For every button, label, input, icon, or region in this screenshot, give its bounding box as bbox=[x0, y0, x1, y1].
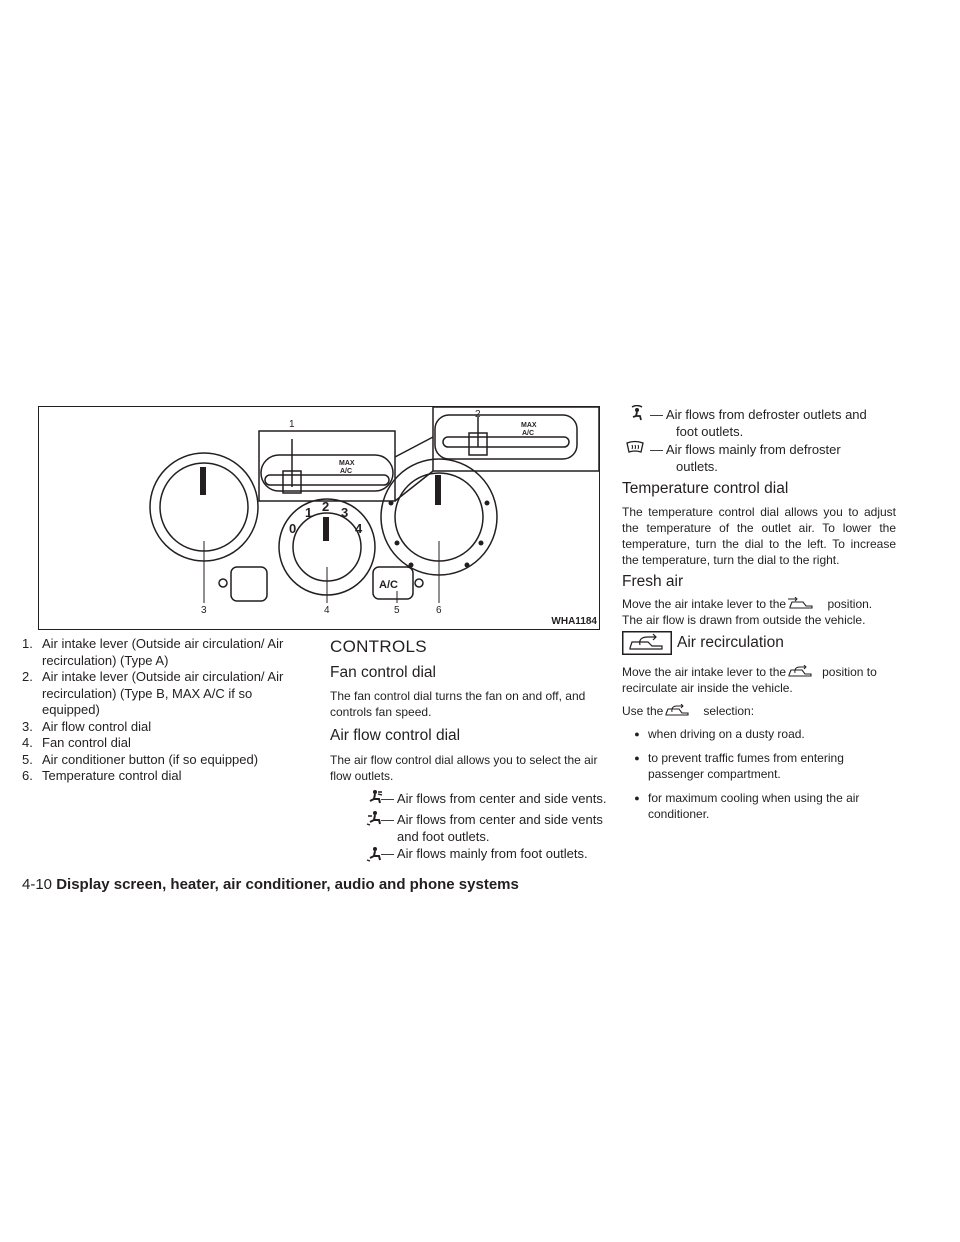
fresh-air-body: Move the air intake lever to the position. The air flow is drawn from outside the vehicle. bbox=[622, 597, 873, 627]
callout-6: 6 bbox=[436, 605, 442, 616]
temperature-dial-body: The temperature control dial allows you to adjust the temperature of the outlet air. To lower the temperature, turn the dial to the left. To increase the temperature, turn the dial to the right. bbox=[622, 505, 896, 567]
legend-item: 6. Temperature control dial bbox=[22, 768, 182, 783]
figure-code: WHA1184 bbox=[551, 616, 597, 627]
callout-4: 4 bbox=[324, 605, 330, 616]
recirculation-heading: Air recirculation bbox=[677, 634, 784, 651]
list-item: ● when driving on a dusty road. bbox=[634, 727, 805, 741]
max-label-b: MAX bbox=[521, 422, 537, 429]
legend-item: 4. Fan control dial bbox=[22, 735, 131, 750]
vent-mode-text: — Air flows from center and side vents. bbox=[381, 791, 607, 806]
temperature-dial-heading: Temperature control dial bbox=[622, 480, 789, 497]
fan-speed-3: 3 bbox=[341, 505, 349, 520]
recirculation-body: Move the air intake lever to the position to recirculate air inside the vehicle. bbox=[622, 665, 877, 695]
legend-item: 2. Air intake lever (Outside air circulation/ Air recirculation) (Type B, MAX A/C if so equipped) bbox=[22, 669, 284, 717]
defrost-mode-text: — Air flows mainly from defroster outlets. bbox=[650, 442, 841, 474]
airflow-dial-heading: Air flow control dial bbox=[330, 727, 461, 744]
hvac-panel-diagram bbox=[39, 407, 599, 629]
callout-5: 5 bbox=[394, 605, 400, 616]
ac-label-a: A/C bbox=[340, 468, 353, 475]
callout-2: 2 bbox=[475, 409, 481, 420]
page-number: 4-10 bbox=[22, 876, 53, 893]
bi-level-mode-text: — Air flows from center and side vents and foot outlets. bbox=[381, 812, 603, 844]
ac-button-label: A/C bbox=[379, 579, 398, 591]
foot-mode-text: — Air flows mainly from foot outlets. bbox=[381, 846, 588, 861]
ac-label-b: A/C bbox=[522, 430, 535, 437]
list-item: ● for maximum cooling when using the air conditioner. bbox=[634, 791, 860, 821]
fan-speed-4: 4 bbox=[355, 521, 363, 536]
recirc-selection-icon bbox=[663, 704, 693, 716]
legend-item: 3. Air flow control dial bbox=[22, 718, 152, 734]
fan-speed-0: 0 bbox=[289, 521, 297, 536]
air-recirculation-icon bbox=[622, 631, 672, 655]
fan-speed-2: 2 bbox=[322, 499, 330, 514]
fresh-air-icon bbox=[787, 597, 815, 609]
callout-1: 1 bbox=[289, 419, 295, 430]
callout-3: 3 bbox=[201, 605, 207, 616]
fan-dial-body: The fan control dial turns the fan on and off, and controls fan speed. bbox=[330, 689, 586, 719]
airflow-dial-body: The air flow control dial allows you to select the air flow outlets. bbox=[330, 753, 598, 783]
recirc-inline-icon bbox=[786, 665, 816, 677]
hvac-controls-figure bbox=[38, 406, 600, 630]
figure-legend bbox=[22, 636, 312, 785]
fresh-air-heading: Fresh air bbox=[622, 573, 684, 590]
foot-defrost-mode-text: — Air flows from defroster outlets and foot outlets. bbox=[650, 407, 867, 439]
controls-heading: CONTROLS bbox=[330, 637, 427, 656]
recirculation-bullets bbox=[626, 726, 898, 830]
section-title: Display screen, heater, air conditioner, audio and phone systems bbox=[56, 876, 519, 893]
legend-item: 5. Air conditioner button (if so equipped) bbox=[22, 751, 259, 767]
fan-dial-heading: Fan control dial bbox=[330, 664, 436, 681]
fan-speed-1: 1 bbox=[305, 505, 313, 520]
legend-item: 1. Air intake lever (Outside air circulation/ Air recirculation) (Type A) bbox=[22, 636, 284, 668]
defrost-mode-icon bbox=[626, 440, 644, 454]
foot-defrost-mode-icon bbox=[629, 405, 645, 421]
recirculation-use: Use the selection: bbox=[622, 704, 755, 718]
page-footer bbox=[22, 876, 519, 893]
max-label-a: MAX bbox=[339, 460, 355, 467]
list-item: ● to prevent traffic fumes from entering passenger compartment. bbox=[634, 751, 844, 781]
